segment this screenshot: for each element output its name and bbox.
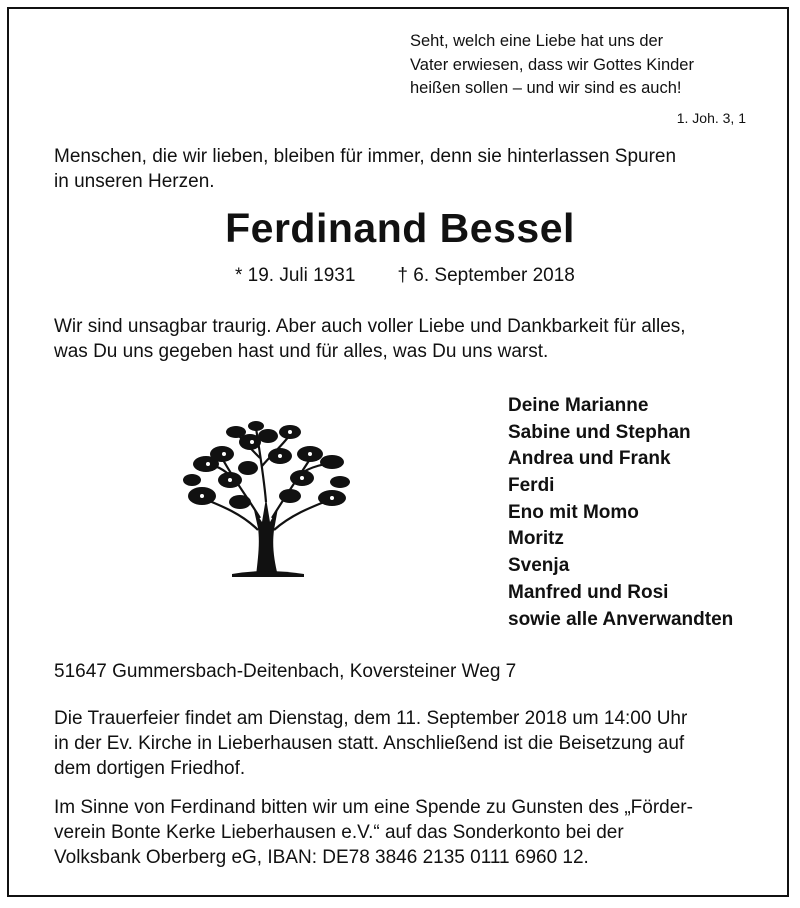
mourner: sowie alle Anverwandten bbox=[508, 608, 734, 630]
verse-line: heißen sollen – und wir sind es auch! bbox=[410, 79, 682, 97]
donation-line: verein Bonte Kerke Lieberhausen e.V.“ auf das Sonderkonto bei der bbox=[54, 822, 624, 843]
deceased-name: Ferdinand Bessel bbox=[225, 205, 575, 251]
message-line: was Du uns gegeben hast und für alles, was Du uns warst. bbox=[54, 341, 549, 362]
intro-line: Menschen, die wir lieben, bleiben für immer, denn sie hinterlassen Spuren bbox=[54, 146, 677, 167]
mourner: Manfred und Rosi bbox=[508, 581, 669, 603]
mourner: Sabine und Stephan bbox=[508, 421, 691, 443]
message-line: Wir sind unsagbar traurig. Aber auch voller Liebe und Dankbarkeit für alles, bbox=[54, 316, 686, 337]
life-dates bbox=[235, 265, 575, 287]
intro-line: in unseren Herzen. bbox=[54, 171, 215, 192]
intro-text bbox=[54, 144, 676, 194]
mourner: Andrea und Frank bbox=[508, 448, 671, 470]
mourner: Moritz bbox=[508, 528, 564, 550]
mourner: Eno mit Momo bbox=[508, 501, 639, 523]
funeral-line: dem dortigen Friedhof. bbox=[54, 758, 246, 779]
funeral-info bbox=[54, 706, 687, 781]
birth-date: * 19. Juli 1931 bbox=[235, 265, 356, 286]
bible-verse bbox=[410, 30, 694, 101]
mourning-message bbox=[54, 314, 686, 364]
verse-reference: 1. Joh. 3, 1 bbox=[676, 110, 746, 126]
donation-line: Im Sinne von Ferdinand bitten wir um eine Spende zu Gunsten des „Förder- bbox=[54, 797, 693, 818]
mourner: Ferdi bbox=[508, 475, 555, 497]
verse-line: Vater erwiesen, dass wir Gottes Kinder bbox=[410, 55, 694, 74]
mourner: Svenja bbox=[508, 555, 570, 577]
death-date: † 6. September 2018 bbox=[397, 265, 575, 286]
funeral-line: Die Trauerfeier findet am Dienstag, dem 11. September 2018 um 14:00 Uhr bbox=[54, 708, 688, 729]
tree-icon bbox=[172, 418, 360, 578]
mourner: Deine Marianne bbox=[508, 395, 649, 416]
verse-line: Seht, welch eine Liebe hat uns der bbox=[410, 32, 664, 50]
donation-line: Volksbank Oberberg eG, IBAN: DE78 3846 2135 0111 6960 12. bbox=[54, 847, 589, 868]
address: 51647 Gummersbach-Deitenbach, Koversteiner Weg 7 bbox=[54, 661, 517, 682]
donation-info bbox=[54, 795, 693, 870]
funeral-line: in der Ev. Kirche in Lieberhausen statt. Anschließend ist die Beisetzung auf bbox=[54, 733, 685, 754]
mourners-list bbox=[508, 393, 733, 633]
